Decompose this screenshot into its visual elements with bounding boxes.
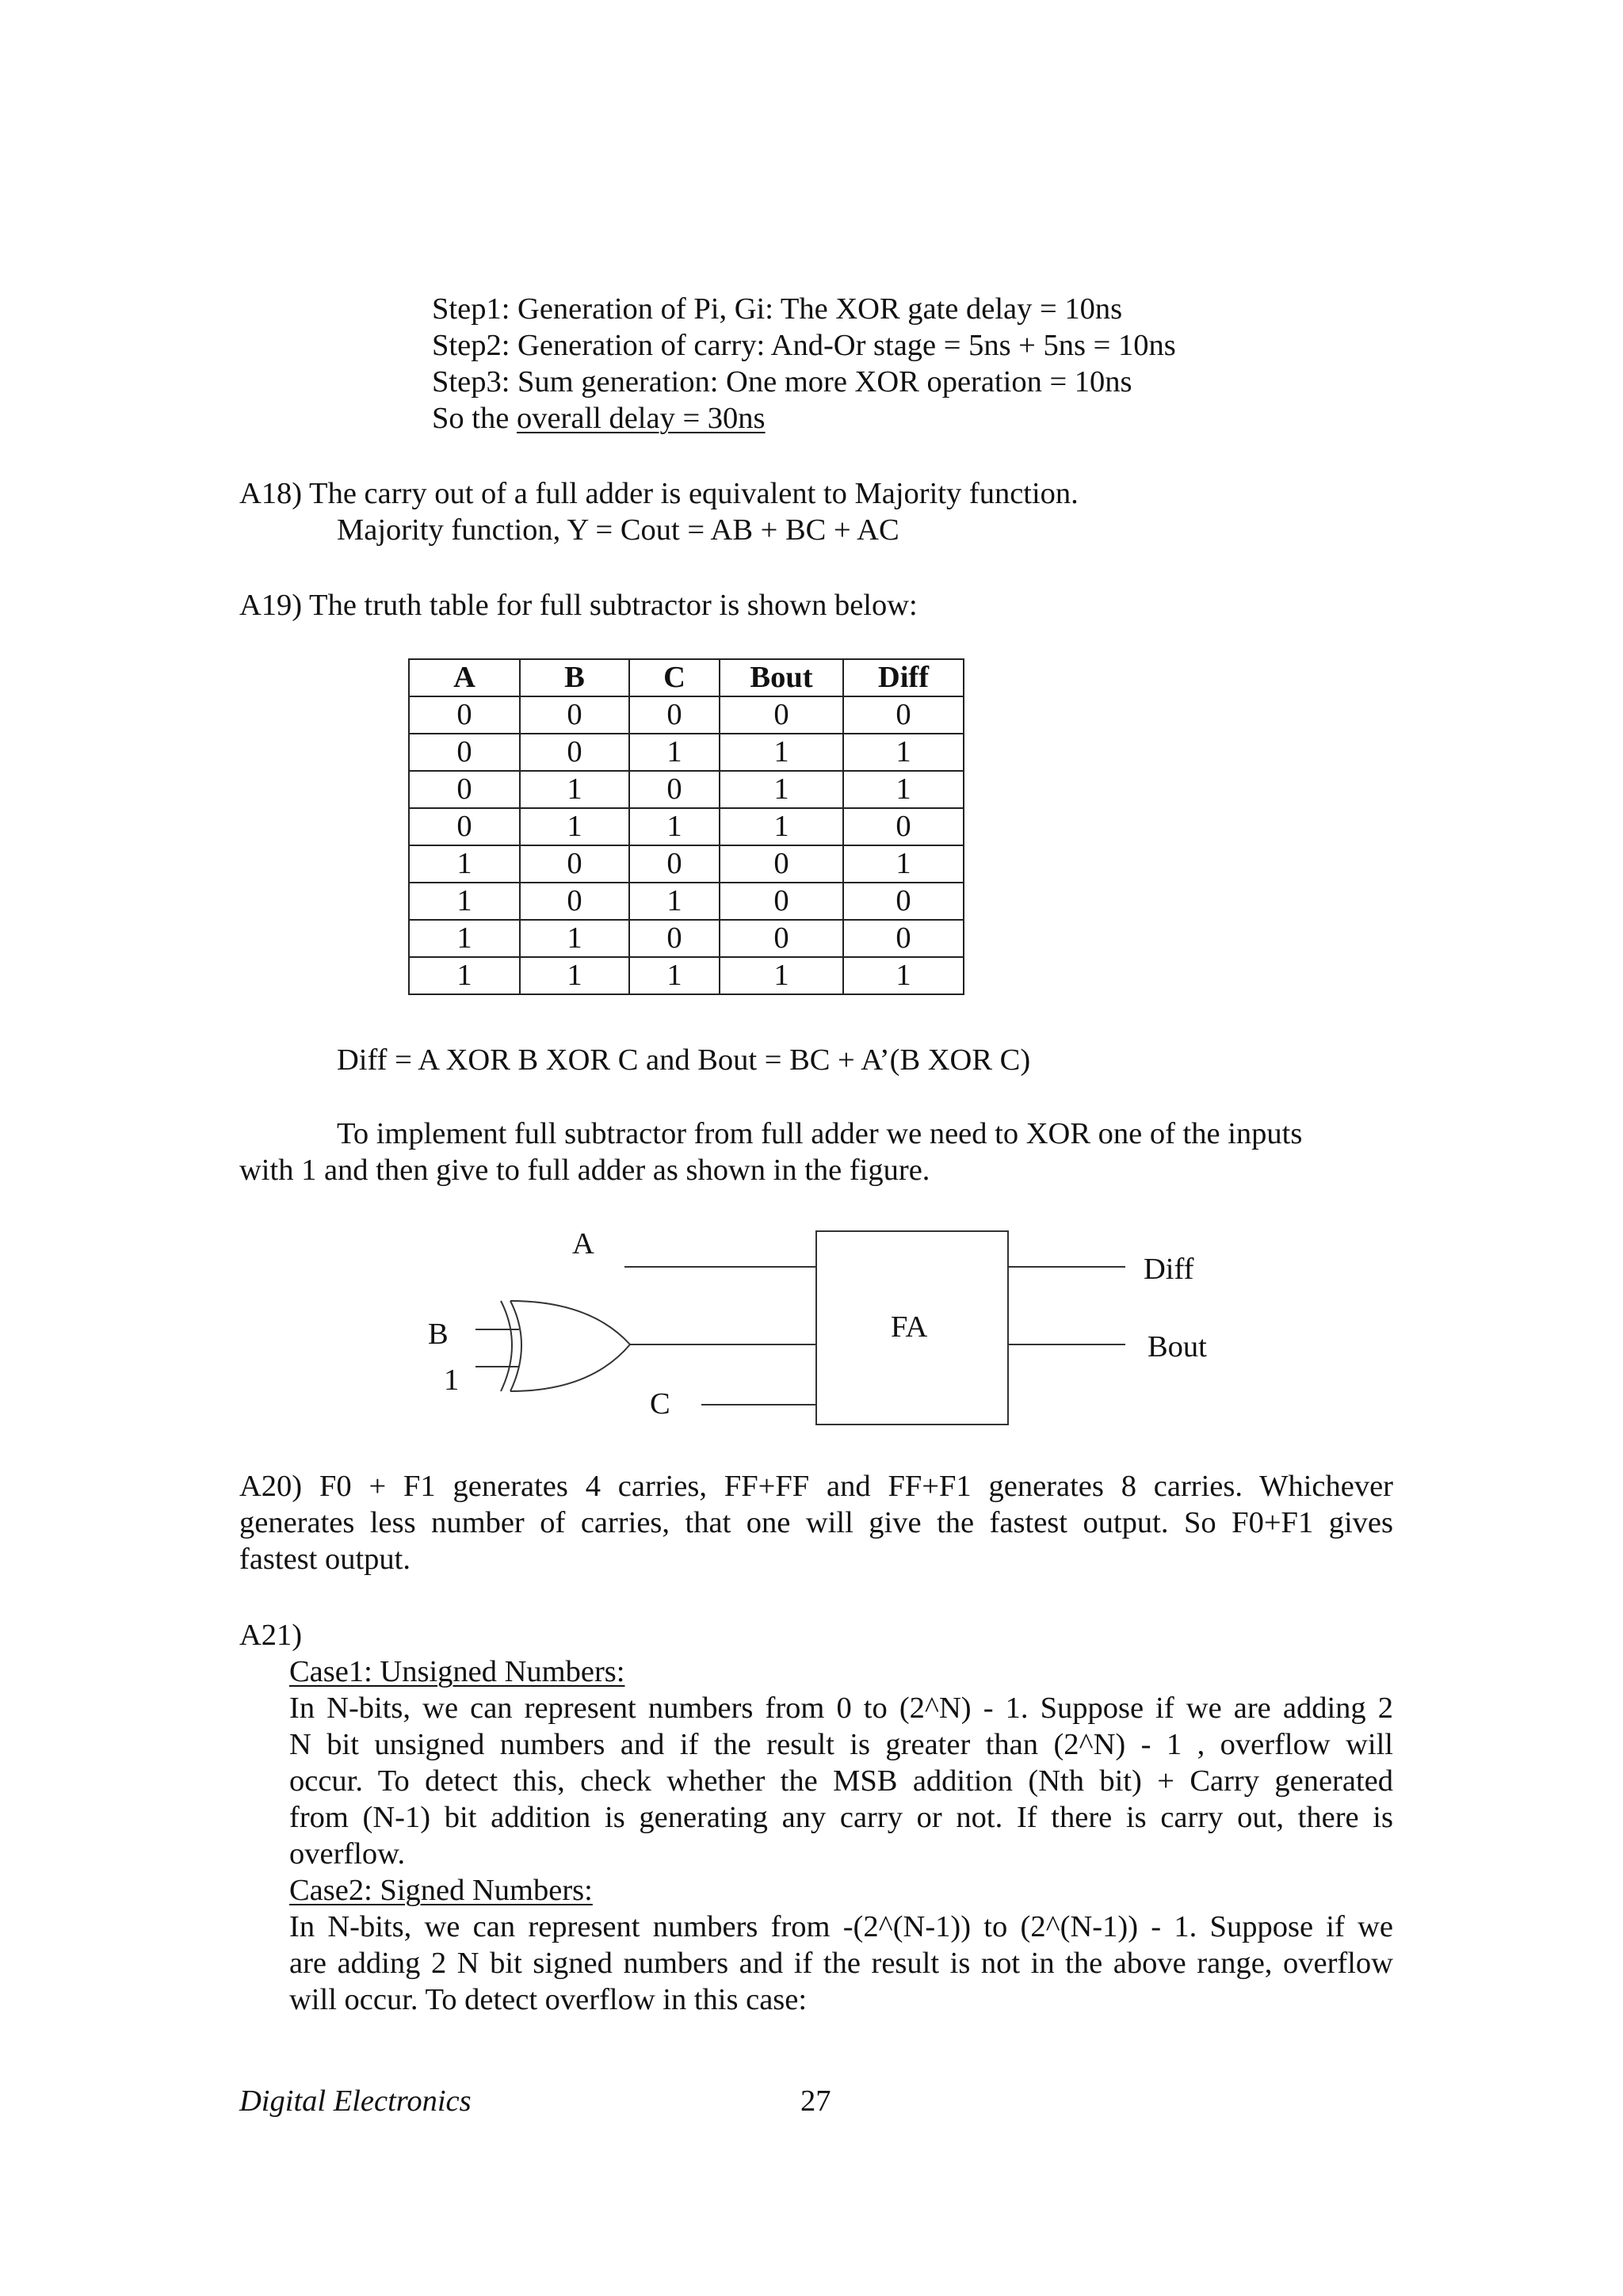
label-diff: Diff — [1144, 1253, 1194, 1286]
case1-line: N bit unsigned numbers and if the result is greater than (2^N) - 1 , overflow will — [289, 1728, 1393, 1761]
table-cell: 1 — [520, 808, 629, 845]
table-cell: 0 — [520, 845, 629, 883]
table-cell: 1 — [629, 957, 720, 994]
table-row — [409, 845, 964, 883]
table-cell: 1 — [843, 957, 964, 994]
case1-title: Case1: Unsigned Numbers: — [289, 1655, 625, 1688]
a19-intro: A19) The truth table for full subtractor is shown below: — [239, 589, 918, 622]
table-cell: 1 — [720, 734, 843, 771]
table-cell: 1 — [409, 883, 520, 920]
table-cell: 0 — [720, 883, 843, 920]
table-header-c: C — [629, 659, 720, 696]
table-cell: 0 — [629, 845, 720, 883]
table-cell: 0 — [629, 920, 720, 957]
table-cell: 0 — [720, 696, 843, 734]
table-row — [409, 808, 964, 845]
truth-table-header-row — [409, 659, 964, 696]
table-cell: 1 — [720, 808, 843, 845]
table-cell: 0 — [409, 696, 520, 734]
overall-delay-underlined: overall delay = 30ns — [516, 402, 766, 435]
table-cell: 0 — [843, 808, 964, 845]
label-a: A — [572, 1227, 594, 1261]
table-row — [409, 883, 964, 920]
case2-line: In N-bits, we can represent numbers from -(2^(N-1)) to (2^(N-1)) - 1. Suppose if we — [289, 1910, 1393, 1943]
table-row — [409, 734, 964, 771]
case1-line: occur. To detect this, check whether the MSB addition (Nth bit) + Carry generated — [289, 1764, 1393, 1798]
table-header-b: B — [520, 659, 629, 696]
table-header-a: A — [409, 659, 520, 696]
table-cell: 0 — [629, 696, 720, 734]
table-cell: 1 — [720, 771, 843, 808]
a19-para-line2: with 1 and then give to full adder as shown in the figure. — [239, 1154, 930, 1187]
table-header-bout: Bout — [720, 659, 843, 696]
label-c: C — [650, 1387, 670, 1421]
table-cell: 1 — [720, 957, 843, 994]
a19-equation: Diff = A XOR B XOR C and Bout = BC + A’(B XOR C) — [337, 1043, 1031, 1077]
case1-line: overflow. — [289, 1837, 406, 1871]
table-cell: 1 — [629, 808, 720, 845]
table-cell: 1 — [409, 845, 520, 883]
table-cell: 0 — [720, 920, 843, 957]
step1-text: Step1: Generation of Pi, Gi: The XOR gate delay = 10ns — [432, 292, 1123, 326]
table-cell: 0 — [720, 845, 843, 883]
table-cell: 1 — [520, 920, 629, 957]
case1-line: In N-bits, we can represent numbers from 0 to (2^N) - 1. Suppose if we are adding 2 — [289, 1691, 1393, 1725]
a18-line2: Majority function, Y = Cout = AB + BC + AC — [337, 513, 899, 547]
table-cell: 1 — [629, 734, 720, 771]
table-header-diff: Diff — [843, 659, 964, 696]
table-row — [409, 920, 964, 957]
table-cell: 0 — [520, 883, 629, 920]
table-cell: 1 — [520, 957, 629, 994]
table-cell: 1 — [843, 845, 964, 883]
case2-title: Case2: Signed Numbers: — [289, 1874, 593, 1907]
a20-line2: generates less number of carries, that one will give the fastest output. So F0+F1 gives — [239, 1506, 1393, 1539]
a18-line1: A18) The carry out of a full adder is equivalent to Majority function. — [239, 477, 1079, 510]
footer-title: Digital Electronics — [239, 2084, 472, 2118]
table-cell: 0 — [409, 808, 520, 845]
table-cell: 0 — [843, 696, 964, 734]
label-bout: Bout — [1148, 1330, 1207, 1363]
overall-delay-line — [432, 400, 766, 437]
table-row — [409, 957, 964, 994]
table-cell: 1 — [843, 771, 964, 808]
a20-line3: fastest output. — [239, 1543, 411, 1576]
label-b: B — [428, 1318, 449, 1351]
label-one: 1 — [444, 1363, 460, 1397]
table-cell: 0 — [409, 771, 520, 808]
a19-para-line1: To implement full subtractor from full adder we need to XOR one of the inputs — [337, 1117, 1303, 1150]
table-cell: 1 — [843, 734, 964, 771]
table-cell: 1 — [409, 920, 520, 957]
case1-line: from (N-1) bit addition is generating any carry or not. If there is carry out, there is — [289, 1801, 1393, 1834]
table-cell: 0 — [520, 734, 629, 771]
table-cell: 1 — [520, 771, 629, 808]
label-fa: FA — [891, 1310, 928, 1344]
table-cell: 0 — [629, 771, 720, 808]
truth-table — [408, 658, 964, 995]
table-cell: 0 — [843, 920, 964, 957]
table-cell: 0 — [409, 734, 520, 771]
xor-gate-icon — [475, 1301, 630, 1391]
step3-text: Step3: Sum generation: One more XOR operation = 10ns — [432, 365, 1132, 399]
a21-heading: A21) — [239, 1619, 303, 1652]
case2-line: will occur. To detect overflow in this case: — [289, 1983, 808, 2016]
table-cell: 1 — [409, 957, 520, 994]
full-subtractor-diagram — [0, 1212, 1623, 1450]
table-row — [409, 696, 964, 734]
table-row — [409, 771, 964, 808]
page-number: 27 — [800, 2084, 831, 2118]
overall-delay-prefix: So the — [432, 402, 517, 435]
case2-line: are adding 2 N bit signed numbers and if the result is not in the above range, overflow — [289, 1947, 1393, 1980]
a20-line1: A20) F0 + F1 generates 4 carries, FF+FF and FF+F1 generates 8 carries. Whichever — [239, 1470, 1393, 1503]
table-cell: 0 — [520, 696, 629, 734]
step2-text: Step2: Generation of carry: And-Or stage = 5ns + 5ns = 10ns — [432, 329, 1176, 362]
table-cell: 0 — [843, 883, 964, 920]
table-cell: 1 — [629, 883, 720, 920]
